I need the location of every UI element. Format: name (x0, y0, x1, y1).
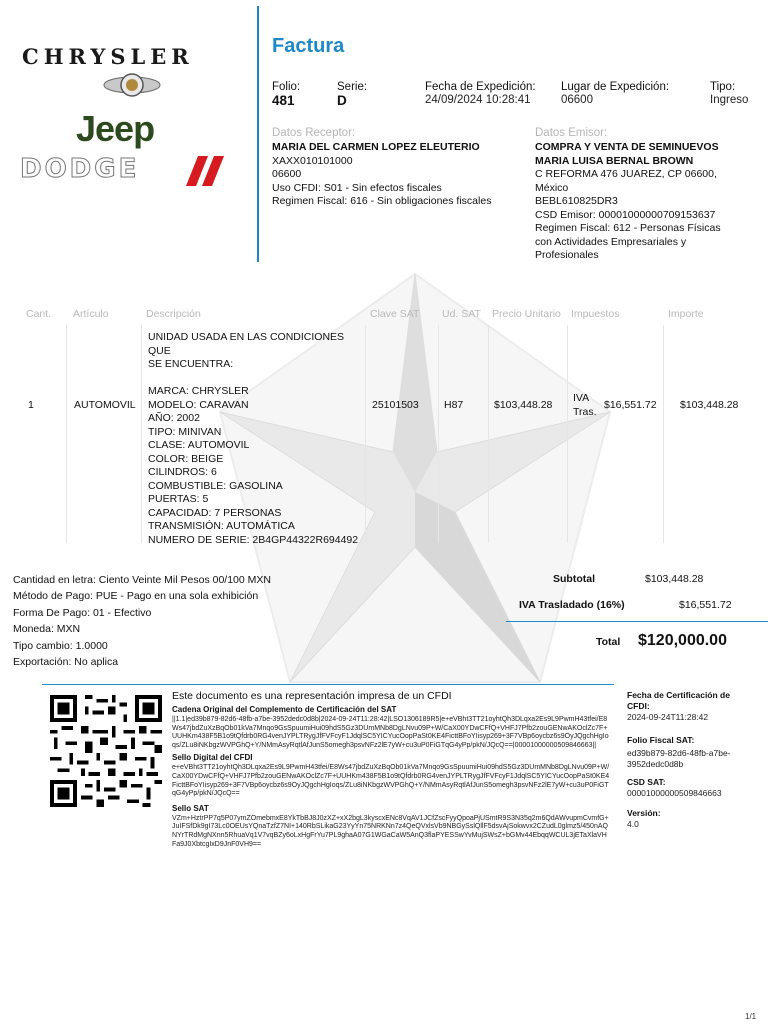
tipo-label: Tipo: (710, 81, 736, 93)
col-header-cant: Cant. (26, 308, 52, 320)
row-impuesto-tipo-2: Tras. (573, 406, 597, 418)
lugar-label: Lugar de Expedición: (561, 81, 670, 93)
row-cant: 1 (28, 399, 34, 411)
row-clave-sat: 25101503 (372, 399, 419, 411)
cfdi-representacion: Este documento es una representación impresa de un CFDI (172, 690, 452, 702)
col-header-importe: Importe (668, 308, 704, 320)
pago-section (13, 572, 313, 670)
page-number: 1/1 (745, 1012, 757, 1021)
chrysler-logo: CHRYSLER (22, 44, 194, 69)
desc-line: TIPO: MINIVAN (148, 425, 222, 438)
total-label: Total (596, 636, 621, 648)
col-header-articulo: Artículo (73, 308, 109, 320)
serie-value: D (337, 93, 347, 108)
chrysler-wings-icon (102, 70, 162, 100)
fecha-label: Fecha de Expedición: (425, 81, 536, 93)
folio-fiscal-value: ed39b879-82d6-48fb-a7be-3952dedc0d8b (627, 748, 731, 769)
receptor-regimen: Regimen Fiscal: 616 - Sin obligaciones fiscales (272, 195, 492, 207)
receptor-rfc: XAXX010101000 (272, 154, 353, 167)
row-importe: $103,448.28 (680, 399, 739, 411)
col-header-impuestos: Impuestos (571, 308, 620, 320)
emisor-regimen-2: con Actividades Empresariales y (535, 235, 687, 248)
fecha-value: 24/09/2024 10:28:41 (425, 94, 531, 106)
header-divider (257, 6, 259, 262)
col-divider (663, 325, 664, 543)
desc-line (148, 372, 363, 386)
cfdi-cadenas (172, 705, 610, 849)
desc-line: CLASE: AUTOMOVIL (148, 439, 250, 451)
desc-line: COMBUSTIBLE: GASOLINA (148, 479, 283, 492)
col-header-descripcion: Descripción (146, 308, 201, 320)
csd-sat-label: CSD SAT: (627, 777, 666, 787)
sello-cfdi-value: e+eVBht3TT21oyhtQh3DLqxa2Es9L9PwmH43tfei/E8Ws47jbdZuXzBqOb01kVa7Mnqo9GsSpuumiHui09hdS5Gz3DUmMNb8DgLNvu09P+W/CaX00YDwCFfQ+VHFJ7Pfb2zouGENwAKOclZc7F+UUHKm438F5B1o9tQfdrb0RG4venJYPLTRygJfFVFcyF1JdqlSC5YICYucOopPaSt0KE4FicttBFoYIisyp269+3F7VBp6oycbz6s9OyJQgchHgIoqs/ZLu8iNKbgzWVPGhQ+Y/NMmAsyRqtlAfJunS5omegh3psvNFz2lE7yW+cu3uP0FiGTqG4yPp/pkN/JQcQ== (172, 764, 610, 798)
desc-line: PUERTAS: 5 (148, 493, 209, 505)
totals-divider (506, 621, 768, 622)
moneda: Moneda: MXN (13, 623, 81, 636)
dodge-logo: DODGE (20, 154, 140, 184)
receptor-uso-cfdi: Uso CFDI: S01 - Sin efectos fiscales (272, 181, 442, 194)
receptor-name: MARIA DEL CARMEN LOPEZ ELEUTERIO (272, 141, 480, 153)
sello-sat-label: Sello SAT (172, 803, 209, 813)
cadena-original-value: ||1.1|ed39b879-82d6-48fb-a7be-3952dedc0d8b|2024-09-24T11:28:42|LSO1306189R5|e+eVBht3TT21oyhtQh3DLqxa2Es9L9PwmH43tfei/E8Ws47jbdZuXzBqOb01kVa7Mnqo9GsSpuumiHui09hdS5Gz3DUmMNb8DgLNvu09P+W/CaX00YDwCFfQ+VHFJ7Pfb2zouGENwAKOclZc7F+UUHKm438F5B1o9tQfdrb0RG4venJYPLTRygJfFVFcyF1JdqlSC5YICYucOopPaSt0KE4FicttBFoYIisyp269+3F7VBp6oycbz6s9OyJQgchHgIoqs/ZLu8iNKbgzWVPGhQ+Y/NMmAsyRqtlAfJunS5omegh3psvNFz2lE7yW+cu3uP0FiGTqG4yPp/pkN/JQcQ==|00001000000509846663|| (172, 716, 609, 749)
col-divider (567, 325, 568, 543)
brand-logos (18, 40, 238, 200)
cantidad-letra: Cantidad en letra: Ciento Veinte Mil Pesos 00/100 MXN (13, 574, 271, 586)
emisor-rfc: BEBL610825DR3 (535, 195, 618, 207)
document-title: Factura (272, 35, 345, 57)
subtotal-label: Subtotal (553, 573, 595, 585)
exportacion: Exportación: No aplica (13, 656, 119, 669)
jeep-logo: Jeep (76, 108, 155, 149)
desc-line: SE ENCUENTRA: (148, 358, 234, 370)
col-divider (365, 325, 366, 543)
desc-line: CILINDROS: 6 (148, 466, 217, 478)
tipo-value: Ingreso (710, 94, 749, 106)
emisor-address: C REFORMA 476 JUAREZ, CP 06600, (535, 168, 717, 180)
dodge-stripes-icon (186, 156, 232, 188)
folio-label: Folio: (272, 81, 301, 93)
desc-line: MARCA: CHRYSLER (148, 385, 249, 397)
version-label: Versión: (627, 808, 661, 818)
desc-line: CAPACIDAD: 7 PERSONAS (148, 506, 282, 519)
csd-sat-value: 00001000000509846663 (627, 788, 722, 798)
folio-value: 481 (272, 93, 295, 108)
iva-value: $16,551.72 (679, 599, 732, 611)
desc-line: UNIDAD USADA EN LAS CONDICIONES QUE (148, 331, 345, 357)
desc-line: AÑO: 2002 (148, 412, 200, 424)
row-ud-sat: H87 (444, 399, 464, 411)
lugar-value: 06600 (561, 94, 593, 106)
row-articulo: AUTOMOVIL (74, 399, 136, 411)
cfdi-divider (42, 684, 614, 685)
col-header-precio: Precio Unitario (492, 308, 561, 320)
col-divider (488, 325, 489, 543)
desc-line: MODELO: CARAVAN (148, 398, 249, 411)
folio-fiscal-label: Folio Fiscal SAT: (627, 735, 695, 745)
receptor-cp: 06600 (272, 168, 302, 180)
emisor-heading: Datos Emisor: (535, 127, 608, 139)
tipo-cambio: Tipo cambio: 1.0000 (13, 639, 108, 652)
col-divider (141, 325, 142, 543)
col-divider (66, 325, 67, 543)
emisor-regimen-1: Regimen Fiscal: 612 - Personas Físicas (535, 222, 721, 234)
receptor-section (272, 127, 527, 209)
col-divider (438, 325, 439, 543)
desc-line: NUMERO DE SERIE: 2B4GP44322R694492 (148, 533, 359, 546)
metodo-pago: Método de Pago: PUE - Pago en una sola exhibición (13, 590, 259, 603)
fecha-cert-value: 2024-09-24T11:28:42 (627, 712, 709, 722)
emisor-regimen-3: Profesionales (535, 249, 599, 261)
emisor-name-line1: COMPRA Y VENTA DE SEMINUEVOS (535, 141, 719, 153)
sello-cfdi-label: Sello Digital del CFDI (172, 753, 253, 763)
cfdi-sidebar (627, 690, 747, 830)
emisor-section (535, 127, 760, 263)
desc-line: COLOR: BEIGE (148, 452, 224, 465)
row-impuesto-monto: $16,551.72 (604, 399, 657, 411)
row-descripcion (148, 331, 363, 547)
row-precio: $103,448.28 (494, 399, 553, 411)
desc-line: TRANSMISIÓN: AUTOMÁTICA (148, 520, 295, 532)
receptor-heading: Datos Receptor: (272, 127, 356, 139)
total-value: $120,000.00 (638, 632, 727, 649)
fecha-cert-label: Fecha de Certificación de CFDI: (627, 690, 730, 711)
serie-label: Serie: (337, 81, 368, 93)
emisor-csd: CSD Emisor: 00001000000709153637 (535, 208, 716, 221)
cadena-original-label: Cadena Original del Complemento de Certificación del SAT (172, 705, 397, 714)
col-header-ud-sat: Ud. SAT (442, 308, 481, 320)
version-value: 4.0 (627, 819, 639, 829)
forma-pago: Forma De Pago: 01 - Efectivo (13, 606, 152, 619)
col-header-clave-sat: Clave SAT (370, 308, 420, 320)
qr-code (50, 695, 162, 807)
row-impuesto-tipo: IVA (573, 392, 590, 404)
emisor-name-line2: MARIA LUISA BERNAL BROWN (535, 154, 694, 167)
subtotal-value: $103,448.28 (645, 573, 704, 585)
sello-sat-value: VZm+HztrPP7q5P07ymZOmebmxE8YkTbBJ8J0zXZ+xX2bgL3kyscxENc8VqAV1JCfZscFyyQpoaPjUSmtR9S3N35q2m6QdAWvupmCvmfG+JuIFSfDk9gI73Lc0OEUsYQnaTzfZ7NI+140RbSLikaG23YyYn75NRKNn7z4QeQVxlsVb9NBGySslQllF5dsvAjSokwvx2CZudL0glmz5/450nAQNYrTRdMgNXnn5RhuaVq1V7vqBZy6oLxHgFrYu7PL9ghaA07G1WGaCaW5AnQ3flaPYESSwYvMujSWsZ+bGMv44EbqqWCUL3jETaXlaVHFa9J0XbtcgIxD9JnF0VH9== (172, 814, 609, 848)
emisor-country: México (535, 181, 569, 194)
iva-label: IVA Trasladado (16%) (519, 599, 625, 611)
